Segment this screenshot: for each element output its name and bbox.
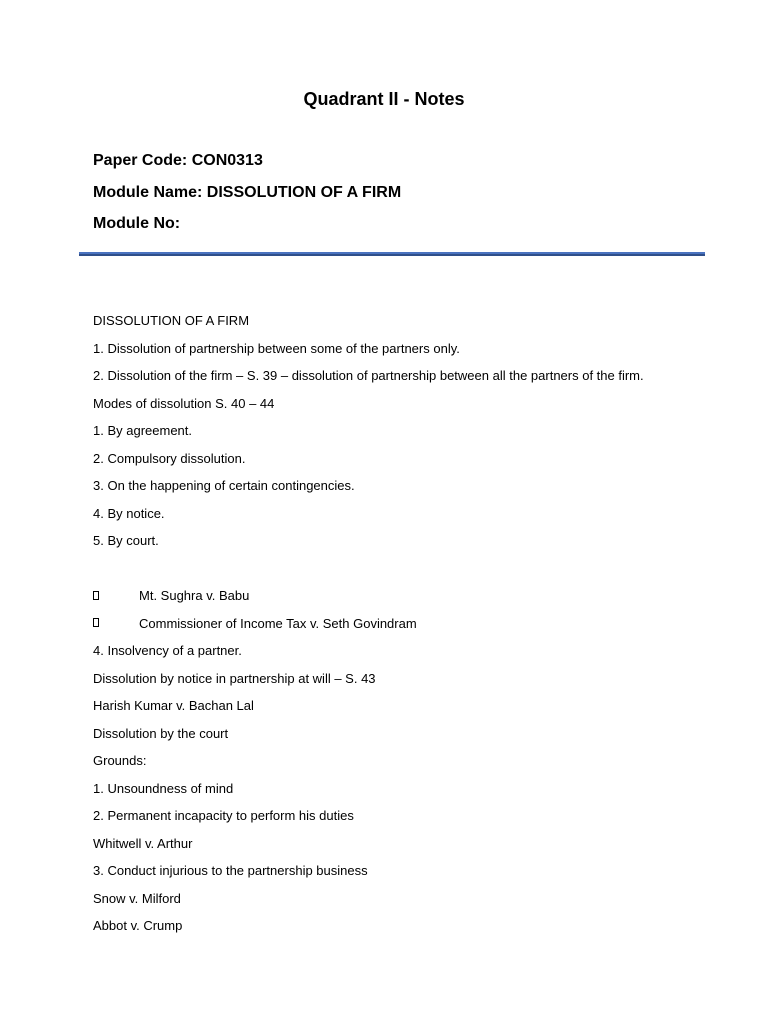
text-line: Dissolution by notice in partnership at will – S. 43	[93, 670, 376, 686]
bullet-icon	[93, 582, 139, 610]
list-item: 1. By agreement.	[93, 423, 192, 438]
case-name: Mt. Sughra v. Babu	[139, 588, 250, 603]
list-item: 5. By court.	[93, 533, 159, 548]
list-item: 3. Conduct injurious to the partnership business	[93, 863, 368, 878]
module-number: Module No:	[93, 215, 181, 232]
case-name: Harish Kumar v. Bachan Lal	[93, 698, 254, 713]
list-item: 4. By notice.	[93, 505, 165, 521]
paper-code: Paper Code: CON0313	[93, 152, 263, 169]
list-item: 2. Compulsory dissolution.	[93, 450, 246, 466]
text-line: 2. Dissolution of the firm – S. 39 – dissolution of partnership between all the partners of the firm.	[93, 368, 644, 383]
list-item: 2. Permanent incapacity to perform his duties	[93, 808, 354, 823]
case-name: Abbot v. Crump	[93, 918, 183, 933]
text-line: Dissolution by the court	[93, 725, 229, 741]
blank-line	[93, 555, 713, 583]
text-line: 1. Dissolution of partnership between some of the partners only.	[93, 340, 460, 356]
list-item: 1. Unsoundness of mind	[93, 780, 234, 796]
page-title: Quadrant II - Notes	[303, 89, 465, 109]
text-line: Grounds:	[93, 753, 147, 768]
case-name: Whitwell v. Arthur	[93, 835, 193, 851]
module-name: Module Name: DISSOLUTION OF A FIRM	[93, 184, 402, 201]
list-item: 3. On the happening of certain contingencies.	[93, 478, 355, 493]
case-name: Commissioner of Income Tax v. Seth Govindram	[139, 615, 417, 631]
notes-body	[93, 307, 713, 940]
case-name: Snow v. Milford	[93, 890, 181, 906]
section-heading: DISSOLUTION OF A FIRM	[93, 313, 250, 328]
horizontal-rule	[79, 252, 705, 256]
bullet-item	[93, 582, 713, 610]
bullet-icon	[93, 610, 139, 638]
text-line: Modes of dissolution S. 40 – 44	[93, 395, 275, 411]
bullet-item	[93, 610, 713, 638]
text-line: 4. Insolvency of a partner.	[93, 643, 242, 658]
